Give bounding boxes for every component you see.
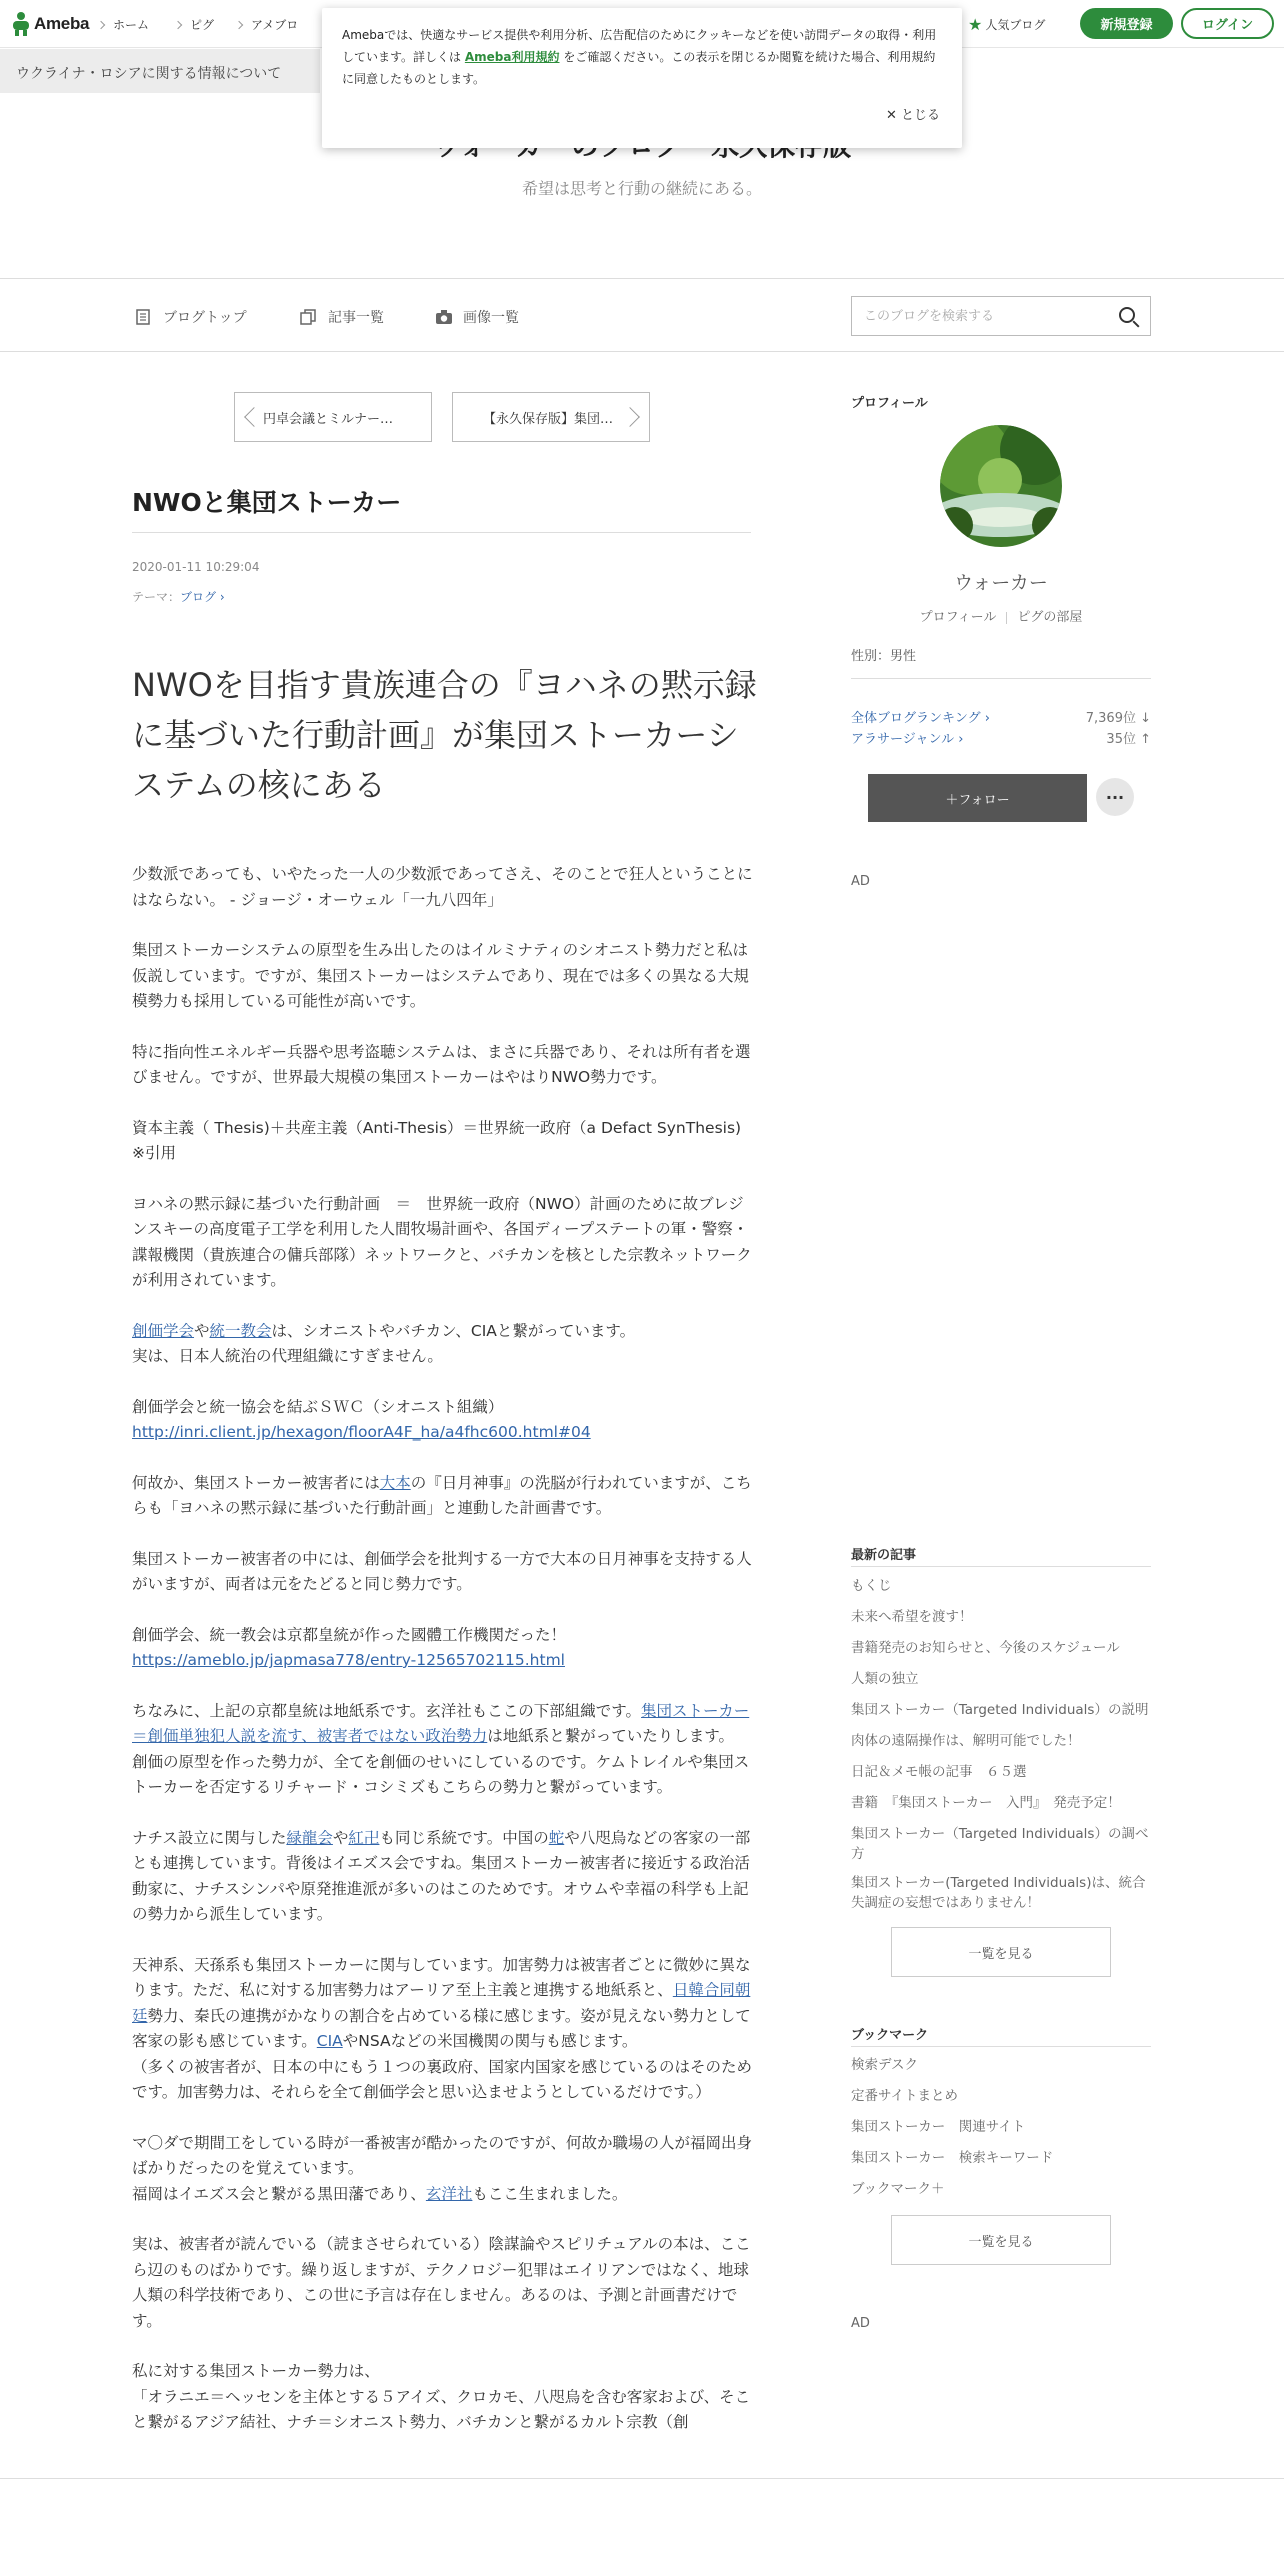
bookmark-item[interactable]: 定番サイトまとめ — [851, 2088, 959, 2104]
genre-ranking-link[interactable]: アラサージャンル › — [851, 732, 964, 747]
recent-article-item[interactable]: 集団ストーカー（Targeted Individuals）の調べ方 — [851, 1826, 1149, 1862]
profile-name[interactable]: ウォーカー — [954, 572, 1048, 594]
nav-image-list[interactable] — [435, 307, 519, 327]
chevron-right-icon — [235, 20, 243, 28]
ad-label: AD — [851, 874, 870, 889]
nav-article-list-label: 記事一覧 — [328, 310, 384, 326]
chevron-right-icon — [620, 407, 640, 427]
genre-ranking-label: アラサージャンル — [851, 732, 955, 747]
divider — [1006, 612, 1007, 624]
text: 創価学会、統一教会は京都皇統が作った國體工作機関だった！ — [132, 1625, 567, 1644]
terms-link[interactable]: Ameba利用規約 — [464, 50, 560, 64]
see-all-articles-button[interactable]: 一覧を見る — [891, 1927, 1111, 1977]
nav-ameblo[interactable] — [236, 16, 298, 33]
paragraph — [132, 1953, 754, 2106]
login-button[interactable]: ログイン — [1181, 8, 1274, 39]
nav-pigg[interactable] — [175, 16, 214, 33]
genre-ranking-value: 35位 ↑ — [1106, 732, 1151, 747]
cookie-consent-dialog — [322, 8, 962, 148]
green-dragon-link[interactable]: 緑龍会 — [286, 1828, 333, 1847]
text: （多くの被害者が、日本の中にもう１つの裏政府、国家内国家を感じているのはそのためです。加害勢力は、それらを全て創価学会と思い込ませようとしているだけです。） — [132, 2057, 753, 2101]
text: は地紙系と繋がっていたりします。 — [487, 1727, 735, 1745]
ameba-mascot-icon — [12, 12, 30, 36]
close-icon: ✕ — [886, 108, 902, 123]
camera-icon — [435, 309, 451, 325]
paragraph: 集団ストーカーシステムの原型を生み出したのはイルミナティのシオニスト勢力だと私は仮説しています。ですが、集団ストーカーはシステムであり、現在では多くの異なる大規模勢力も採用している可能性が高いです。 — [132, 941, 749, 1010]
nav-article-list[interactable] — [300, 307, 384, 327]
overall-ranking-value: 7,369位 ↓ — [1085, 711, 1151, 726]
nav-home[interactable] — [98, 16, 149, 33]
text: の『日月神事』の洗脳が行われていますが、こちらも「ヨハネの黙示録に基づいた行動計画」と連動した計画書です。 — [132, 1473, 752, 1517]
paragraph: 少数派であっても、いやたった一人の少数派であってさえ、そのことで狂人ということにはならない。 - ジョージ・オーウェル「一九八四年」 — [132, 865, 753, 909]
search-icon[interactable] — [1119, 307, 1135, 323]
snake-link[interactable]: 蛇 — [548, 1828, 565, 1847]
profile-heading: プロフィール — [851, 396, 928, 411]
article-heading: NWOを目指す貴族連合の『ヨハネの黙示録に基づいた行動計画』が集団ストーカーシステムの核にある — [132, 666, 757, 804]
overall-ranking-label: 全体ブログランキング — [851, 711, 981, 726]
text: 実は、日本人統治の代理組織にすぎません。 — [132, 1347, 443, 1365]
red-swastika-link[interactable]: 紅卍 — [348, 1828, 380, 1847]
bookmark-item[interactable]: 集団ストーカー 検索キーワード — [851, 2150, 1054, 2166]
text: 福岡はイエズス会と繋がる黒田藩であり、 — [132, 2184, 426, 2203]
genyosha-link[interactable]: 玄洋社 — [425, 2184, 473, 2203]
bookmark-heading: ブックマーク — [851, 2028, 929, 2043]
political-group-link[interactable]: 集団ストーカー＝創価単独犯人説を流す、被害者ではない政治勢力 — [132, 1701, 750, 1745]
ameba-logo[interactable] — [12, 12, 89, 36]
next-article-button[interactable] — [452, 392, 650, 442]
document-icon — [135, 309, 151, 325]
nav-ameblo-label: アメブロ — [251, 18, 299, 32]
nav-blog-top[interactable] — [135, 307, 247, 327]
theme-label: テーマ： — [132, 590, 181, 604]
paragraph: 実は、被害者が読んでいる（読まさせられている）陰謀論やスピリチュアルの本は、ここら辺のものばかりです。繰り返しますが、テクノロジー犯罪はエイリアンではなく、地球人類の科学技術であり、この世に予言は存在しません。あるのは、予測と計画書だけです。 — [132, 2235, 751, 2330]
title-divider — [132, 532, 751, 533]
soka-gakkai-link[interactable]: 創価学会 — [132, 1321, 195, 1340]
text: 私に対する集団ストーカー勢力は、 — [132, 2362, 380, 2380]
overall-ranking — [851, 707, 1151, 726]
oomoto-link[interactable]: 大本 — [379, 1473, 411, 1492]
text: 何故か、集団ストーカー被害者には — [132, 1473, 380, 1492]
bookmark-item[interactable]: 検索デスク — [851, 2057, 918, 2073]
inri-url-link[interactable]: http://inri.client.jp/hexagon/floorA4F_ha/a4fhc600.html#04 — [132, 1423, 591, 1441]
paragraph — [132, 1395, 754, 1446]
paragraph — [132, 2131, 754, 2208]
paragraph — [132, 2359, 754, 2436]
pigg-room-link[interactable]: ピグの部屋 — [1017, 610, 1083, 625]
paragraph — [132, 1623, 754, 1674]
text: も同じ系統です。中国の — [379, 1828, 549, 1847]
text: 創価学会と統一協会を結ぶＳＷＣ（シオニスト組織） — [132, 1397, 504, 1416]
text: やNSAなどの米国機関の関与も感じます。 — [342, 2032, 638, 2050]
text: は、シオニストやバチカン、CIAと繋がっています。 — [271, 1321, 636, 1340]
blog-nav — [0, 278, 1284, 352]
text: 創価の原型を作った勢力が、全てを創価のせいにしているのです。ケムトレイルや集団ストーカーを否定するリチャード・コシミズもこちらの勢力と繋がっています。 — [132, 1752, 750, 1796]
recent-article-item[interactable]: 書籍発売のお知らせと、今後のスケジュール — [851, 1640, 1120, 1656]
blog-description: 希望は思考と行動の継続にある。 — [521, 179, 762, 198]
blog-search-input[interactable] — [852, 297, 1092, 335]
paragraph — [132, 1699, 754, 1801]
cia-link[interactable]: CIA — [316, 2032, 343, 2050]
paragraph — [132, 1319, 754, 1370]
article-title[interactable]: NWOと集団ストーカー — [132, 488, 402, 517]
nav-home-label: ホーム — [113, 18, 150, 32]
recent-article-item[interactable]: 肉体の遠隔操作は、解明可能でした！ — [851, 1733, 1081, 1749]
profile-avatar[interactable] — [940, 425, 1062, 547]
theme-link[interactable]: ブログ — [180, 590, 217, 604]
paragraph: 集団ストーカー被害者の中には、創価学会を批判する一方で大本の日月神事を支持する人がいますが、両者は元をたどると同じ勢力です。 — [132, 1549, 752, 1593]
cookie-text — [342, 24, 942, 90]
paragraph: ヨハネの黙示録に基づいた行動計画 ＝ 世界統一政府（NWO）計画のために故ブレジンスキーの高度電子工学を利用した人間牧場計画や、各国ディープステートの軍・警察・諜報機関（貴族連合の傭兵部隊）ネットワークと、バチカンを核とした宗教ネットワークが利用されています。 — [132, 1194, 752, 1289]
recent-article-item[interactable]: 未来へ希望を渡す！ — [851, 1609, 973, 1625]
ukraine-notice-link[interactable]: ウクライナ・ロシアに関する情報について — [0, 49, 320, 93]
article-body — [132, 862, 754, 2461]
bookmark-item[interactable]: ブックマーク＋ — [851, 2181, 945, 2197]
article-date: 2020-01-11 10:29:04 — [132, 560, 260, 574]
genre-ranking — [851, 728, 1151, 747]
prev-article-button[interactable] — [234, 392, 432, 442]
recent-article-item[interactable]: もくじ — [851, 1578, 892, 1594]
paragraph: 特に指向性エネルギー兵器や思考盗聴システムは、まさに兵器であり、それは所有者を選びません。ですが、世界最大規模の集団ストーカーはやはりNWO勢力です。 — [132, 1042, 751, 1086]
cookie-text-after: をご確認ください。この表示を閉じるか閲覧を続けた場合、利用規約に同意したものとします。 — [342, 50, 936, 86]
text: 勢力、秦氏の連携がかなりの割合を占めている様に感じます。姿が見えない勢力として客家の影も感じています。 — [132, 2006, 751, 2050]
unification-church-link[interactable]: 統一教会 — [209, 1321, 272, 1340]
ameblo-url-link[interactable]: https://ameblo.jp/japmasa778/entry-12565702115.html — [132, 1651, 565, 1669]
cookie-text-before: Amebaでは、快適なサービス提供や利用分析、広告配信のためにクッキーなどを使い訪問データの取得・利用しています。詳しくは — [342, 28, 937, 64]
overall-ranking-link[interactable]: 全体ブログランキング › — [851, 711, 990, 726]
profile-links — [851, 606, 1151, 625]
bookmark-item[interactable]: 集団ストーカー 関連サイト — [851, 2119, 1026, 2135]
recent-articles-heading: 最新の記事 — [851, 1548, 917, 1563]
cookie-close-label: とじる — [901, 108, 941, 123]
profile-gender: 性別：男性 — [851, 649, 917, 664]
recent-article-item[interactable]: 日記＆メモ帳の記事 ６５選 — [851, 1764, 1027, 1780]
copy-icon — [300, 309, 316, 325]
article-theme — [132, 588, 225, 605]
text: 天神系、天孫系も集団ストーカーに関与しています。加害勢力は被害者ごとに微妙に異なります。ただ、私に対する加害勢力はアーリア至上主義と連携する地紙系と、 — [132, 1955, 751, 1999]
popular-blogs-label: 人気ブログ — [985, 18, 1046, 32]
paragraph — [132, 1826, 754, 1928]
divider — [851, 1566, 1151, 1567]
signup-button[interactable]: 新規登録 — [1080, 8, 1173, 39]
ameba-wordmark: Ameba — [34, 14, 90, 33]
nav-blog-top-label: ブログトップ — [163, 310, 247, 326]
recent-article-item[interactable]: 集団ストーカー(Targeted Individuals)は、統合失調症の妄想ではありません！ — [851, 1875, 1146, 1911]
star-icon: ★ — [968, 15, 983, 34]
paragraph: 資本主義（ Thesis)＋共産主義（Anti-Thesis）＝世界統一政府（a Defact SynThesis) ※引用 — [132, 1118, 742, 1162]
prev-article-label: 円卓会議とミルナー… — [263, 411, 394, 427]
blog-search-box — [851, 296, 1151, 336]
cookie-close-button[interactable] — [886, 104, 940, 123]
text: 「オラニエ＝ヘッセンを主体とする５アイズ、クロカモ、八咫烏を含む客家および、そこと繋がるアジア結社、ナチ＝シオニスト勢力、バチカンと繋がるカルト宗教（創 — [132, 2387, 751, 2431]
recent-article-item[interactable]: 人類の独立 — [851, 1671, 919, 1687]
divider — [851, 678, 1151, 679]
text: もここ生まれました。 — [472, 2184, 628, 2203]
text: マ〇ダで期間工をしている時が一番被害が酷かったのですが、何故か職場の人が福岡出身ばかりだったのを覚えています。 — [132, 2133, 753, 2177]
nav-image-list-label: 画像一覧 — [463, 310, 519, 326]
text: や八咫烏などの客家の一部とも連携しています。背後はイエズス会ですね。集団ストーカー被害者に接近する政治活動家に、ナチスシンパや原発推進派が多いのはこのためです。オウムや幸福の科学も上記の勢力から派生しています。 — [132, 1828, 751, 1923]
follow-button[interactable]: ＋フォロー — [868, 774, 1087, 822]
see-all-bookmarks-button[interactable]: 一覧を見る — [891, 2215, 1111, 2265]
divider — [851, 2046, 1151, 2047]
paragraph — [132, 1471, 754, 1522]
chevron-left-icon — [244, 407, 264, 427]
japan-korea-court-link[interactable]: 日韓合同朝廷 — [132, 1981, 751, 2025]
next-article-label: 【永久保存版】集団… — [483, 411, 614, 427]
footer-divider — [0, 2478, 1284, 2479]
ad-label: AD — [851, 2316, 870, 2331]
text: や — [194, 1321, 210, 1340]
chevron-right-icon — [174, 20, 182, 28]
text: や — [332, 1828, 349, 1847]
chevron-right-icon: › — [216, 590, 225, 604]
text: ナチス設立に関与した — [132, 1828, 287, 1847]
nav-pigg-label: ピグ — [190, 18, 215, 32]
recent-article-item[interactable]: 書籍 『集団ストーカー 入門』 発売予定！ — [851, 1795, 1121, 1811]
popular-blogs-link[interactable] — [968, 15, 1045, 34]
more-options-button[interactable]: ··· — [1096, 778, 1134, 816]
text: ちなみに、上記の京都皇統は地紙系です。玄洋社もここの下部組織です。 — [132, 1701, 642, 1720]
recent-article-item[interactable]: 集団ストーカー（Targeted Individuals）の説明 — [851, 1702, 1149, 1718]
chevron-right-icon — [97, 20, 105, 28]
profile-link[interactable]: プロフィール — [919, 610, 997, 625]
